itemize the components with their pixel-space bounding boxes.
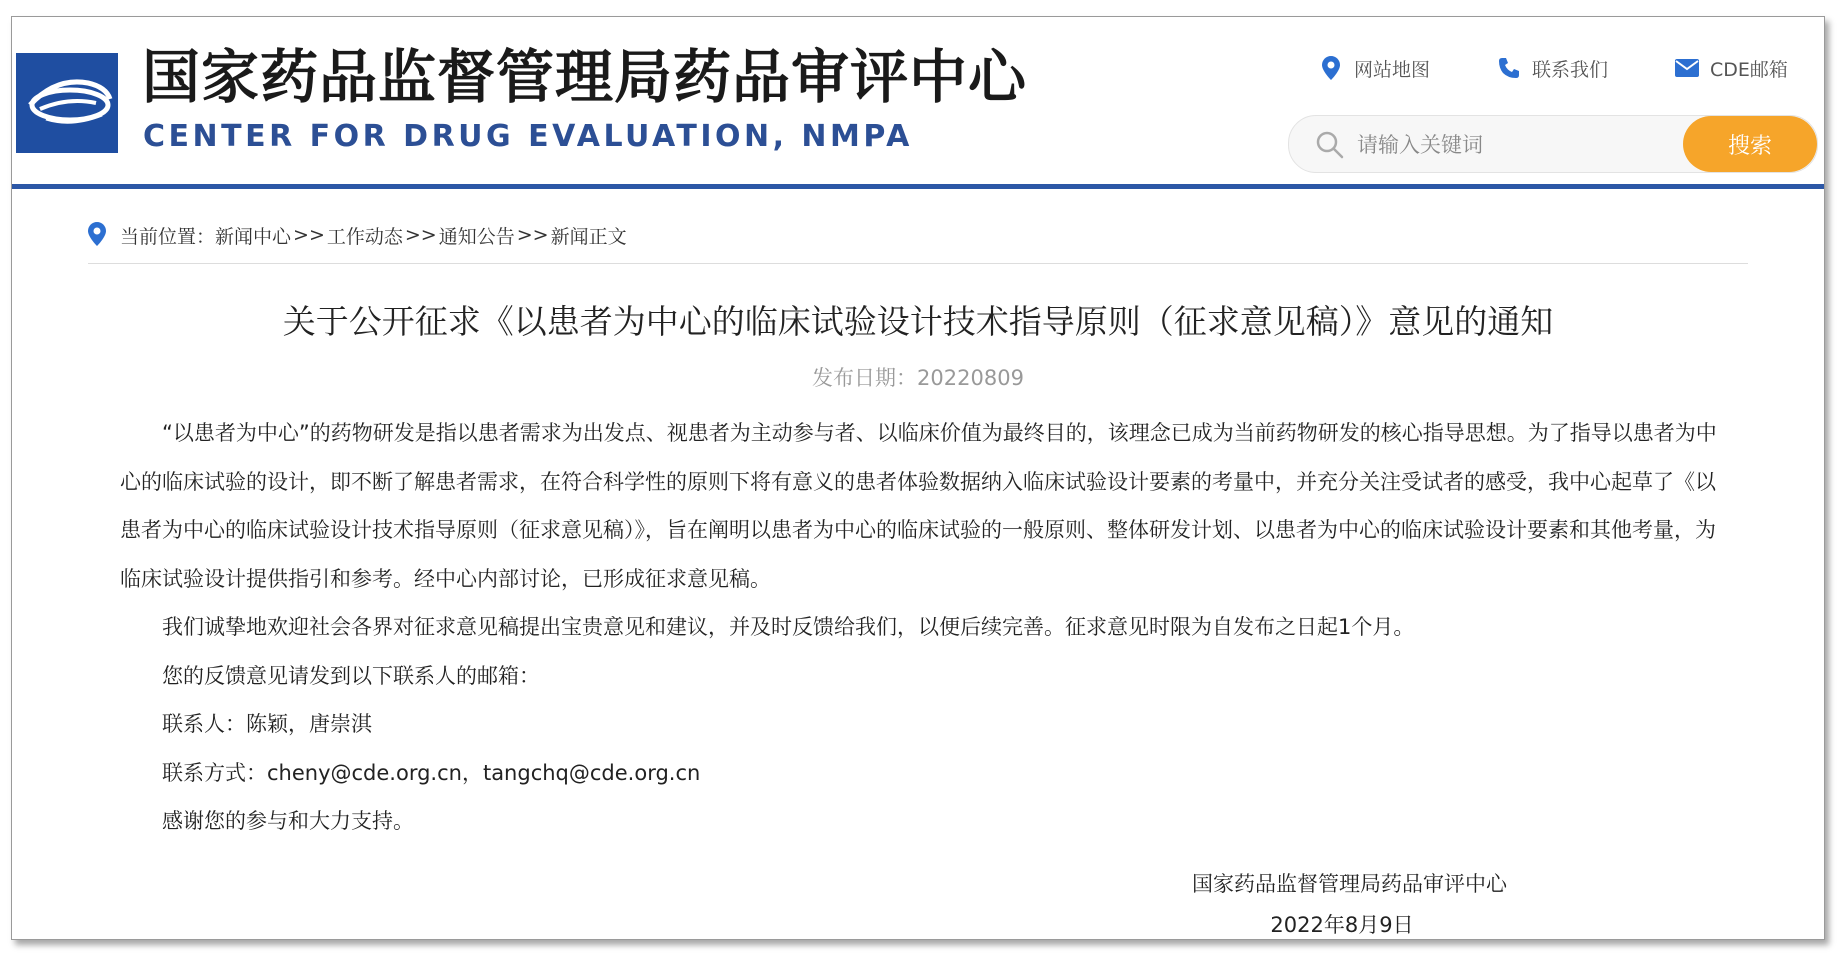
sitemap-label: 网站地图 — [1354, 58, 1431, 81]
search-icon — [1315, 130, 1345, 160]
signoff-org: 国家药品监督管理局药品审评中心 — [1192, 872, 1507, 896]
breadcrumb-item-work-news[interactable]: 工作动态 — [326, 225, 403, 248]
breadcrumb-separator: >> — [516, 224, 549, 246]
breadcrumb — [88, 217, 627, 253]
article-paragraph: 感谢您的参与和大力支持。 — [162, 809, 414, 833]
cde-logo[interactable] — [16, 53, 118, 153]
site-header — [12, 17, 1824, 185]
cde-mail-label: CDE邮箱 — [1710, 58, 1788, 81]
breadcrumb-item-news-center[interactable]: 新闻中心 — [215, 225, 292, 248]
breadcrumb-separator: >> — [404, 224, 437, 246]
article-body — [120, 409, 1720, 846]
cde-mail-link[interactable] — [1674, 53, 1788, 83]
article-paragraph: “以患者为中心”的药物研发是指以患者需求为出发点、视患者为主动参与者、以临床价值为最终目的，该理念已成为当前药物研发的核心指导思想。为了指导以患者为中心的临床试验的设计，即不断了解患者需求，在符合科学性的原则下将有意义的患者体验数据纳入临床试验设计要素的考量中，并充分关注受试者的感受，我中心起草了《以患者为中心的临床试验设计技术指导原则（征求意见稿）》，旨在阐明以患者为中心的临床试验的一般原则、整体研发计划、以患者为中心的临床试验设计要素和其他考量，为临床试验设计提供指引和参考。经中心内部讨论，已形成征求意见稿。 — [120, 421, 1717, 591]
location-pin-icon — [1318, 55, 1344, 81]
site-title-en[interactable]: CENTER FOR DRUG EVALUATION, NMPA — [143, 119, 913, 154]
search-input[interactable] — [1355, 126, 1699, 164]
page-frame — [11, 16, 1825, 940]
breadcrumb-prefix: 当前位置： — [120, 225, 216, 248]
location-pin-icon — [88, 222, 108, 248]
mail-icon — [1674, 55, 1700, 81]
contact-label: 联系我们 — [1532, 58, 1609, 81]
publish-date: 发布日期：20220809 — [812, 366, 1024, 390]
header-divider — [12, 184, 1824, 189]
logo-emblem-icon — [16, 53, 118, 153]
phone-icon — [1496, 55, 1522, 81]
contact-emails[interactable]: 联系方式：cheny@cde.org.cn，tangchq@cde.org.cn — [162, 760, 701, 785]
search-bar — [1288, 115, 1818, 173]
article-paragraph: 您的反馈意见请发到以下联系人的邮箱： — [162, 663, 540, 688]
contact-link[interactable] — [1496, 53, 1608, 83]
sitemap-link[interactable] — [1318, 53, 1430, 83]
breadcrumb-item-article: 新闻正文 — [550, 225, 627, 248]
breadcrumb-divider — [88, 263, 1748, 264]
breadcrumb-separator: >> — [293, 224, 325, 246]
site-title-cn[interactable]: 国家药品监督管理局药品审评中心 — [142, 43, 1028, 111]
article-paragraph: 我们诚挚地欢迎社会各界对征求意见稿提出宝贵意见和建议，并及时反馈给我们，以便后续完善。征求意见时限为自发布之日起1个月。 — [162, 615, 1415, 639]
breadcrumb-item-notices[interactable]: 通知公告 — [438, 225, 515, 248]
contact-persons: 联系人：陈颖，唐崇淇 — [162, 712, 372, 736]
search-button[interactable]: 搜索 — [1683, 116, 1817, 172]
signoff-date: 2022年8月9日 — [1270, 913, 1414, 937]
article-title: 关于公开征求《以患者为中心的临床试验设计技术指导原则（征求意见稿）》意见的通知 — [282, 302, 1554, 341]
